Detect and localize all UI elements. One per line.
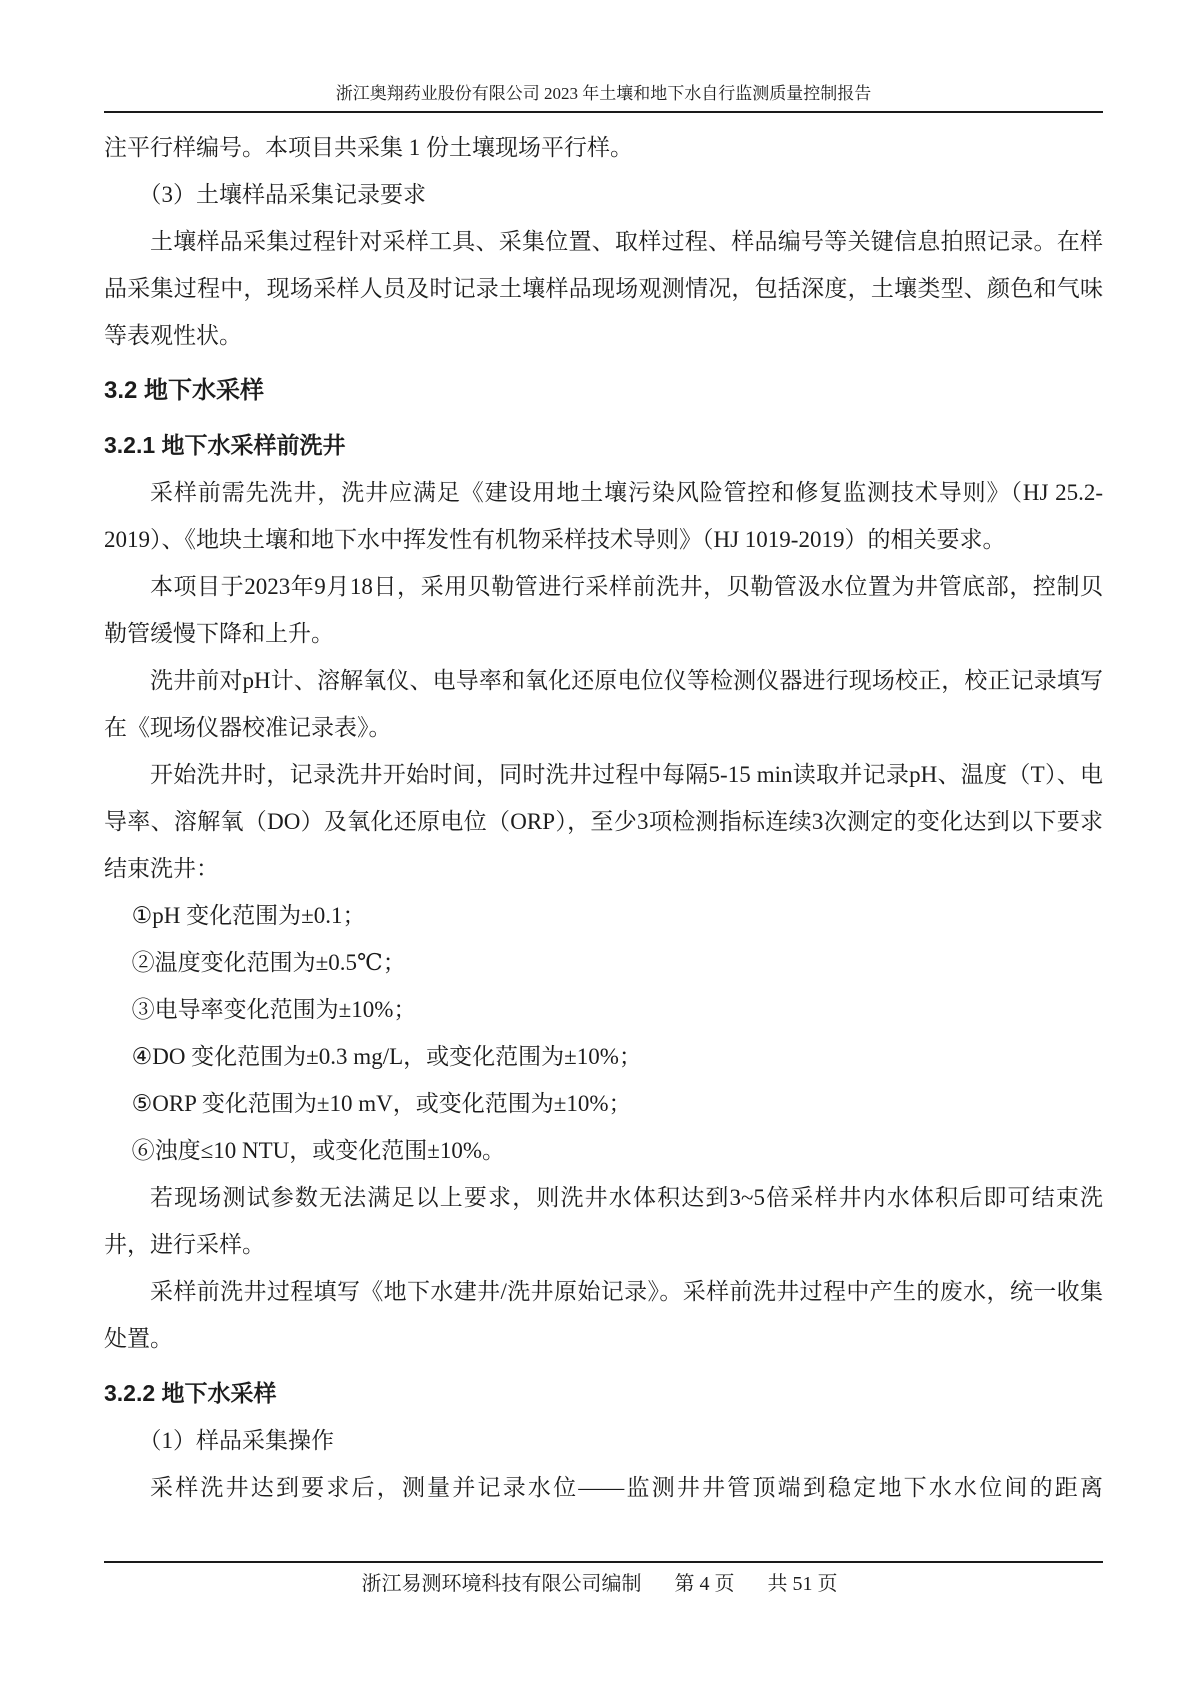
document-content (104, 124, 1103, 1511)
header-title: 浙江奥翔药业股份有限公司 2023 年土壤和地下水自行监测质量控制报告 (335, 84, 872, 103)
paragraph-water-level-measurement: 采样洗井达到要求后，测量并记录水位——监测井井管顶端到稳定地下水水位间的距离 (150, 1475, 1103, 1500)
list-item-ph: ①pH 变化范围为±0.1； (131, 903, 366, 928)
list-item-conductivity: ③电导率变化范围为±10%； (131, 997, 417, 1022)
subhead-sample-collection-operation: （1）样品采集操作 (138, 1428, 334, 1453)
page-header (104, 84, 1103, 113)
paragraph-purge-record: 采样前洗井过程填写《地下水建井/洗井原始记录》。采样前洗井过程中产生的废水，统一收集处置。 (104, 1279, 1103, 1351)
heading-3-2-2: 3.2.2 地下水采样 (104, 1380, 277, 1406)
footer-total-pages: 共 51 页 (767, 1573, 838, 1595)
paragraph-purge-volume-fallback: 若现场测试参数无法满足以上要求，则洗井水体积达到3~5倍采样井内水体积后即可结束洗井，进行采样。 (104, 1185, 1103, 1257)
subhead-soil-record-requirements: （3）土壤样品采集记录要求 (138, 182, 426, 207)
paragraph-well-purge-standards: 采样前需先洗井，洗井应满足《建设用地土壤污染风险管控和修复监测技术导则》（HJ 25.2-2019）、《地块土壤和地下水中挥发性有机物采样技术导则》（HJ 1019-2019）的相关要求。 (104, 480, 1103, 552)
list-item-turbidity: ⑥浊度≤10 NTU，或变化范围±10%。 (131, 1138, 506, 1163)
list-item-temperature: ②温度变化范围为±0.5℃； (131, 950, 406, 975)
paragraph-purge-monitoring: 开始洗井时，记录洗井开始时间，同时洗井过程中每隔5-15 min读取并记录pH、温度（T）、电导率、溶解氧（DO）及氧化还原电位（ORP），至少3项检测指标连续3次测定的变化达到以下要求结束洗井： (104, 762, 1103, 881)
paragraph-bailer-purge: 本项目于2023年9月18日，采用贝勒管进行采样前洗井，贝勒管汲水位置为井管底部，控制贝勒管缓慢下降和上升。 (104, 574, 1103, 646)
list-item-orp: ⑤ORP 变化范围为±10 mV，或变化范围为±10%； (131, 1091, 632, 1116)
footer-divider (104, 1561, 1103, 1563)
heading-3-2-1: 3.2.1 地下水采样前洗井 (104, 432, 346, 458)
paragraph-parallel-sample-note: 注平行样编号。本项目共采集 1 份土壤现场平行样。 (104, 135, 633, 160)
paragraph-instrument-calibration: 洗井前对pH计、溶解氧仪、电导率和氧化还原电位仪等检测仪器进行现场校正，校正记录填写在《现场仪器校准记录表》。 (104, 668, 1103, 740)
footer-company: 浙江易测环境科技有限公司编制 (361, 1573, 642, 1595)
footer-page-number: 第 4 页 (674, 1573, 735, 1595)
list-item-do: ④DO 变化范围为±0.3 mg/L，或变化范围为±10%； (131, 1044, 642, 1069)
heading-3-2: 3.2 地下水采样 (104, 377, 265, 404)
paragraph-soil-sampling-record: 土壤样品采集过程针对采样工具、采集位置、取样过程、样品编号等关键信息拍照记录。在样品采集过程中，现场采样人员及时记录土壤样品现场观测情况，包括深度，土壤类型、颜色和气味等表观性状。 (104, 229, 1103, 348)
page-footer (0, 1571, 1199, 1597)
